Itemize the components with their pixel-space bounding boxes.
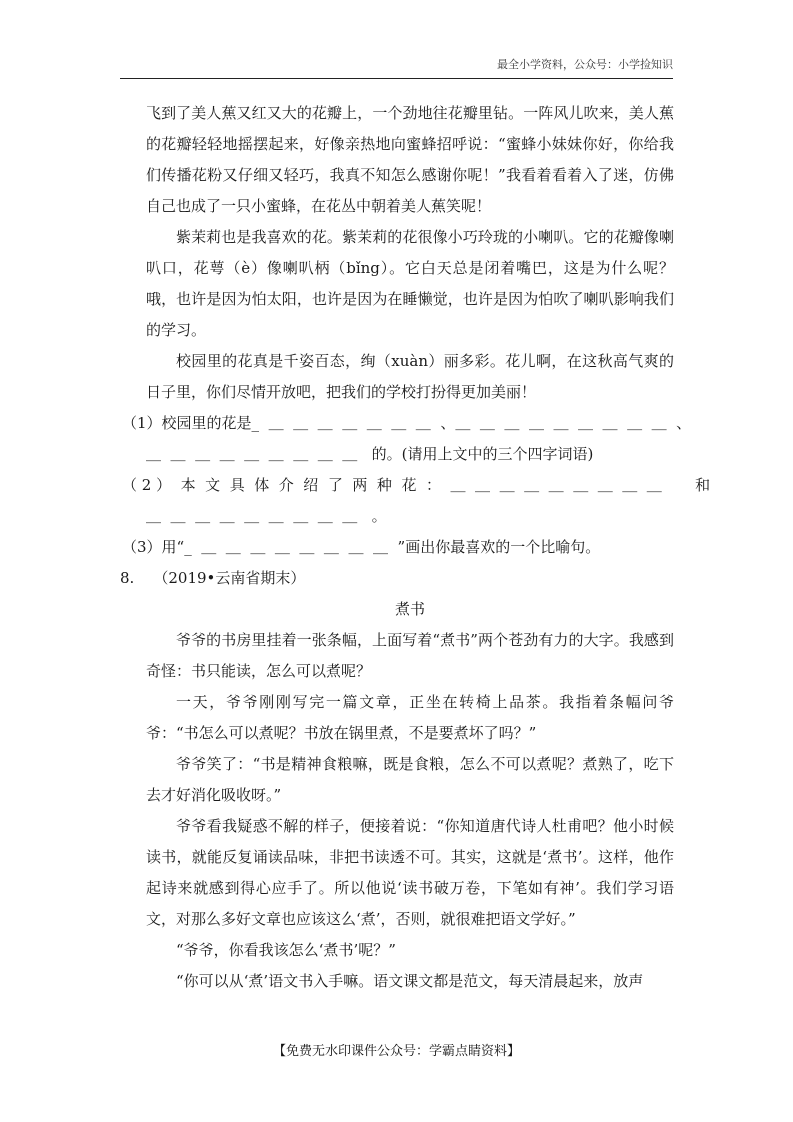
story-paragraph: 爷爷看我疑惑不解的样子，便接着说：“你知道唐代诗人杜甫吧？他小时候读书，就能反复诵读品味，非把书读透不可。其实，这就是‘煮书’。这样，他作起诗来就感到得心应手了。所以他说‘读书破万卷，下笔如有神’。我们学习语文，对那么多好文章也应该这么‘煮’，否则，就很难把语文学好。”	[146, 817, 674, 928]
item-8-label: 8. （2019•云南省期末）	[120, 569, 306, 587]
question-1-line-2: ＿ ＿ ＿ ＿ ＿ ＿ ＿ ＿ ＿ 的。(请用上文中的三个四字词语)	[146, 445, 594, 463]
page-footer: 【免费无水印课件公众号：学霸点睛资料】	[272, 1044, 520, 1059]
story-paragraph: 爷爷的书房里挂着一张条幅，上面写着“煮书”两个苍劲有力的大字。我感到奇怪：书只能读，怎么可以煮呢？	[146, 631, 674, 680]
story-paragraph: “你可以从‘煮’语文书入手嘛。语文课文都是范文，每天清晨起来，放声	[176, 972, 644, 990]
story-paragraph: “爷爷，你看我该怎么‘煮书’呢？”	[176, 941, 396, 959]
question-2-line-2: ＿ ＿ ＿ ＿ ＿ ＿ ＿ ＿ ＿ 。	[146, 507, 387, 525]
question-1-line-1: （1）校园里的花是_ ＿ ＿ ＿ ＿ ＿ ＿ ＿ 、＿ ＿ ＿ ＿ ＿ ＿ ＿ ＿ ＿ 、	[122, 414, 692, 432]
story-paragraph: 一天，爷爷刚刚写完一篇文章，正坐在转椅上品茶。我指着条幅问爷爷：“书怎么可以煮呢？书放在锅里煮，不是要煮坏了吗？”	[146, 693, 674, 742]
question-3: （3）用“_ ＿ ＿ ＿ ＿ ＿ ＿ ＿ ＿ ”画出你最喜欢的一个比喻句。	[122, 538, 601, 556]
passage-paragraph: 校园里的花真是千姿百态，绚（xuàn）丽多彩。花儿啊，在这秋高气爽的日子里，你们尽情开放吧，把我们的学校打扮得更加美丽！	[146, 352, 674, 401]
page-header: 最全小学资料，公众号：小学捡知识	[120, 56, 673, 79]
question-2-line-1: （ 2 ） 本 文 具 体 介 绍 了 两 种 花 ： ＿ ＿ ＿ ＿ ＿ ＿ ＿ ＿ ＿ 和	[122, 476, 711, 494]
passage-title: 煮书	[394, 600, 425, 618]
page-content	[120, 98, 711, 997]
story-paragraph: 爷爷笑了：“书是精神食粮嘛，既是食粮，怎么不可以煮呢？煮熟了，吃下去才好消化吸收呀。”	[146, 755, 674, 804]
passage-paragraph: 紫茉莉也是我喜欢的花。紫茉莉的花很像小巧玲珑的小喇叭。它的花瓣像喇叭口，花萼（è）像喇叭柄（bǐng）。它白天总是闭着嘴巴，这是为什么呢？哦，也许是因为怕太阳，也许是因为在睡懒觉，也许是因为怕吹了喇叭影响我们的学习。	[146, 228, 674, 339]
passage-paragraph: 飞到了美人蕉又红又大的花瓣上，一个劲地往花瓣里钻。一阵风儿吹来，美人蕉的花瓣轻轻地摇摆起来，好像亲热地向蜜蜂招呼说：“蜜蜂小妹妹你好，你给我们传播花粉又仔细又轻巧，我真不知怎么感谢你呢！”我看着看着入了迷，仿佛自己也成了一只小蜜蜂，在花丛中朝着美人蕉笑呢！	[146, 104, 674, 215]
